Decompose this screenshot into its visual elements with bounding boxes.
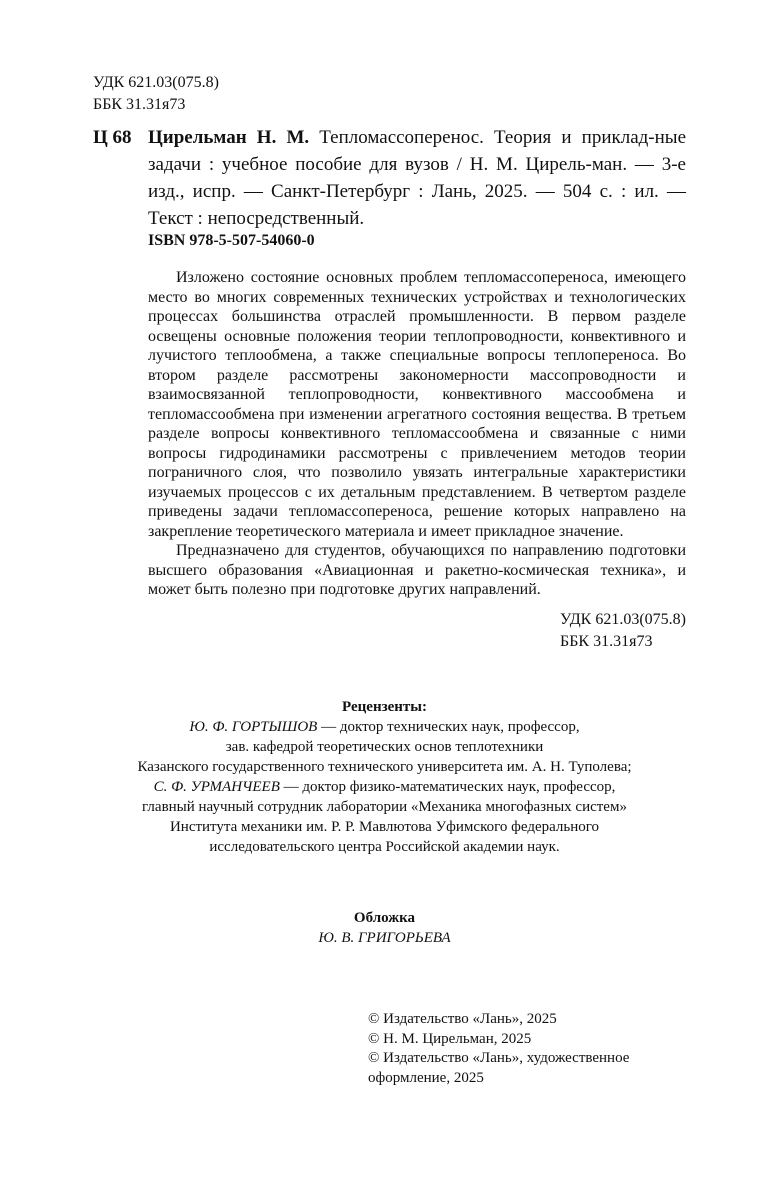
udk-code: УДК 621.03(075.8) bbox=[93, 74, 219, 91]
reviewers-block bbox=[0, 697, 769, 857]
reviewer-line: Института механики им. Р. Р. Мавлютова Уфимского федерального bbox=[169, 819, 600, 835]
cover-heading: Обложка bbox=[353, 910, 416, 926]
description-text: Тепломассоперенос. Теория и приклад-ные задачи : учебное пособие для вузов / Н. М. Цирель-ман. — 3-е изд., испр. — Санкт-Петербург : Лань, 2025. — 504 с. : ил. — Текст : непосредственный. bbox=[148, 127, 687, 229]
classification-block-top bbox=[93, 72, 219, 116]
copyright-line: © Издательство «Лань», художественное оформление, 2025 bbox=[368, 1050, 630, 1086]
udk-code: УДК 621.03(075.8) bbox=[560, 611, 686, 628]
copyright-line: © Издательство «Лань», 2025 bbox=[368, 1011, 557, 1027]
reviewer-line: главный научный сотрудник лаборатории «Механика многофазных систем» bbox=[142, 799, 627, 815]
annotation-paragraph: Изложено состояние основных проблем тепломассопереноса, имеющего место во многих современных технических устройствах и технологических процессах большинства отраслей промышленности. В первом разделе освещены основные положения теории теплопроводности, конвективного и лучистого теплообмена, а также специальные вопросы теплопереноса. Во втором разделе рассмотрены закономерности массопроводности и взаимосвязанной теплопроводности, конвективного массообмена и тепломассообмена при изменении агрегатного состояния вещества. В третьем разделе вопросы конвективного тепломассообмена и связанные с ними вопросы гидродинамики рассмотрены с привлечением методов теории пограничного слоя, что позволило увязать интегральные характеристики изучаемых процессов с их детальным представлением. В четвертом разделе приведены задачи тепломассопереноса, решение которых направлено на закрепление теоретического материала и имеет прикладное значение. bbox=[148, 269, 686, 540]
annotation-paragraph: Предназначено для студентов, обучающихся по направлению подготовки высшего образования «Авиационная и ракетно-космическая техника», и может быть полезно при подготовке других направлений. bbox=[148, 542, 686, 598]
reviewer-line: С. Ф. УРМАНЧЕЕВ — доктор физико-математических наук, профессор, bbox=[153, 779, 616, 795]
reviewer-name: Ю. Ф. ГОРТЫШОВ bbox=[189, 719, 318, 735]
reviewer-line: исследовательского центра Российской академии наук. bbox=[209, 839, 560, 855]
classification-block-right bbox=[560, 609, 686, 653]
reviewer-line: Ю. Ф. ГОРТЫШОВ — доктор технических наук, профессор, bbox=[189, 719, 580, 735]
annotation bbox=[148, 268, 686, 600]
copyright-block bbox=[368, 1010, 668, 1088]
author-mark: Ц 68 bbox=[93, 127, 132, 148]
reviewer-line: Казанского государственного технического университета им. А. Н. Туполева; bbox=[137, 759, 632, 775]
bbk-code: ББК 31.31я73 bbox=[560, 633, 653, 650]
cover-credit bbox=[0, 908, 769, 948]
cover-designer: Ю. В. ГРИГОРЬЕВА bbox=[318, 930, 451, 946]
reviewer-name: С. Ф. УРМАНЧЕЕВ bbox=[153, 779, 280, 795]
bibliographic-record bbox=[93, 124, 686, 232]
author-name: Цирельман Н. М. bbox=[148, 127, 310, 148]
reviewer-line: зав. кафедрой теоретических основ теплотехники bbox=[225, 739, 544, 755]
bibliographic-description bbox=[148, 124, 686, 232]
copyright-line: © Н. М. Цирельман, 2025 bbox=[368, 1030, 532, 1047]
reviewers-heading: Рецензенты: bbox=[342, 699, 427, 715]
bbk-code: ББК 31.31я73 bbox=[93, 96, 186, 113]
isbn: ISBN 978-5-507-54060-0 bbox=[148, 232, 315, 249]
